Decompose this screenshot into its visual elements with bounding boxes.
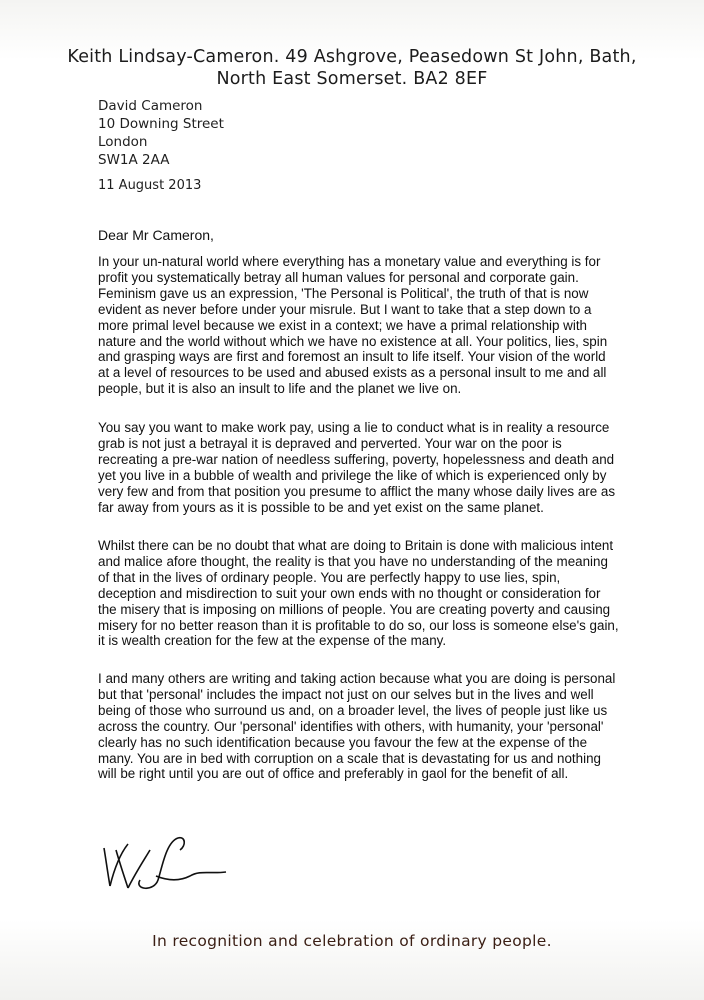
footer-motto: In recognition and celebration of ordinary people. xyxy=(152,932,552,950)
body-paragraph-2: You say you want to make work pay, using a lie to conduct what is in reality a resource grab is not just a betrayal it is depraved and perverted. Your war on the poor is recreating a pre-war nation of needless suffering, poverty, hopelessness and death and yet you live in a bubble of wealth and privilege the like of which is experienced only by very few and from that position you presume to afflict the many whose daily lives are as far away from yours as it is possible to be and yet exist on the same planet. xyxy=(98,420,616,515)
letter-date: 11 August 2013 xyxy=(98,178,202,193)
sender-address-line-1: Keith Lindsay-Cameron. 49 Ashgrove, Peasedown St John, Bath, xyxy=(67,47,637,67)
body-paragraph-3: Whilst there can be no doubt that what are doing to Britain is done with malicious intent and malice afore thought, the reality is that you have no understanding of the meaning of that in the lives of ordinary people. You are perfectly happy to use lies, spin, deception and misdirection to suit your own ends with no thought or consideration for the misery that is imposing on millions of people. You are creating poverty and causing misery for no better reason than it is profitable to do so, our loss is someone else's gain, it is wealth creation for the few at the expense of the many. xyxy=(98,538,619,649)
recipient-street: 10 Downing Street xyxy=(98,116,224,132)
recipient-address xyxy=(98,97,224,169)
body-paragraph-4: I and many others are writing and taking action because what you are doing is personal but that 'personal' includes the impact not just on our selves but in the lives and well being of those who surround us and, on a broader level, the lives of people just like us across the country. Our 'personal' identifies with others, with humanity, your 'personal' clearly has no such identification because you favour the few at the expense of the many. You are in bed with corruption on a scale that is devastating for us and nothing will be right until you are out of office and preferably in gaol for the benefit of all. xyxy=(98,671,616,782)
sender-address xyxy=(60,46,644,90)
salutation: Dear Mr Cameron, xyxy=(98,227,214,243)
recipient-city: London xyxy=(98,134,148,150)
recipient-postcode: SW1A 2AA xyxy=(98,152,170,168)
sender-address-line-2: North East Somerset. BA2 8EF xyxy=(216,69,488,89)
handwritten-signature xyxy=(94,820,234,900)
body-paragraph-1: In your un-natural world where everything has a monetary value and everything is for profit you systematically betray all human values for personal and corporate gain. Feminism gave us an expression, 'The Personal is Political', the truth of that is now evident as never before under your misrule. But I want to take that a step down to a more primal level because we exist in a context; we have a primal relationship with nature and the world without which we have no existence at all. Your politics, lies, spin and grasping ways are first and foremost an insult to life itself. Your vision of the world at a level of resources to be used and abused exists as a personal insult to me and all people, but it is also an insult to life and the planet we live on. xyxy=(98,254,608,397)
recipient-name: David Cameron xyxy=(98,98,203,114)
